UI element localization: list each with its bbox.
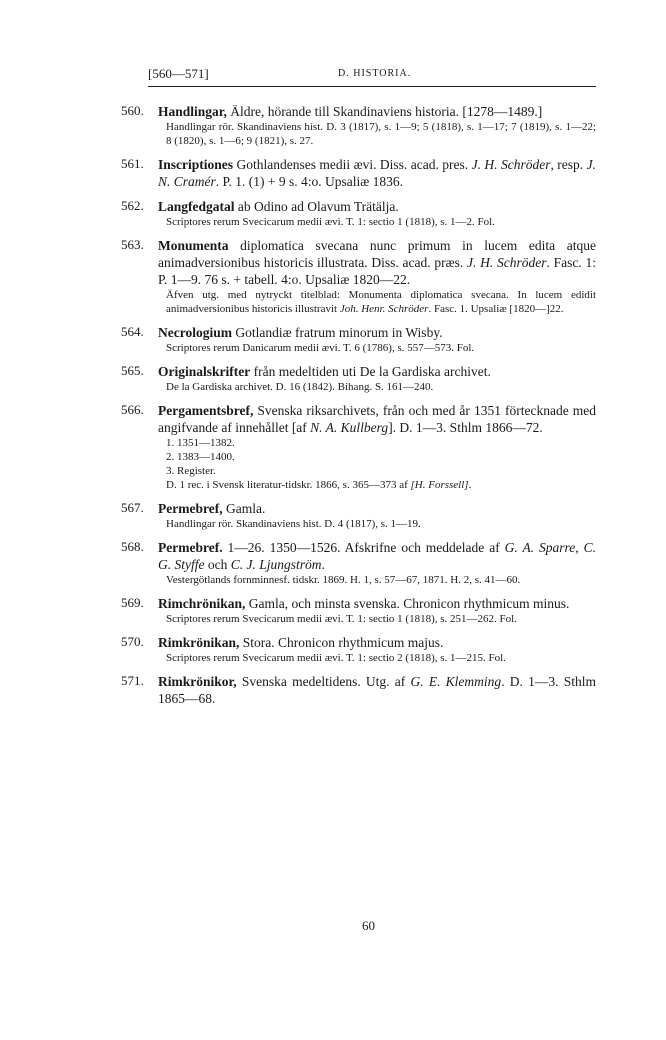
headword: Monumenta — [158, 238, 229, 253]
entry-title: Originalskrifter från medeltiden uti De la Gardiska archivet. — [158, 364, 491, 379]
entry-title: Permebref, Gamla. — [158, 501, 266, 516]
entry-569 — [121, 595, 596, 626]
entry-note: D. 1 rec. i Svensk literatur-tidskr. 1866, s. 365—373 af [H. Forssell]. — [166, 479, 472, 491]
running-header — [148, 64, 596, 84]
headword: Rimchrönikan, — [158, 596, 246, 611]
entry-number: 566. — [121, 402, 144, 417]
entry-564 — [121, 324, 596, 355]
headword: Originalskrifter — [158, 364, 251, 379]
headword: Permebref. — [158, 540, 223, 555]
person-name: J. H. Schröder — [471, 157, 551, 172]
entry-number: 563. — [121, 237, 144, 252]
person-name: [H. Forssell] — [410, 479, 469, 491]
page-number: 60 — [362, 918, 375, 933]
entry-note: Scriptores rerum Svecicarum medii ævi. T. 1: sectio 1 (1818), s. 251—262. Fol. — [166, 613, 517, 625]
entry-number: 570. — [121, 634, 144, 649]
person-name: Joh. Henr. Schröder — [339, 303, 429, 315]
entry-number: 561. — [121, 156, 144, 171]
entry-title: Monumenta diplomatica svecana nunc primum in lucem edita atque animadversionibus historicis illustrata. Diss. acad. præs. J. H. Schröder. Fasc. 1: P. 1—9. 76 s. + tabell. 4:o. Upsaliæ 1820—22. — [158, 238, 597, 287]
entry-title: Rimkrönikor, Svenska medeltidens. Utg. af G. E. Klemming. D. 1—3. Sthlm 1865—68. — [158, 674, 596, 706]
headword: Inscriptiones — [158, 157, 234, 172]
person-name: C. J. Ljungström — [230, 557, 322, 572]
headword: Rimkrönikan, — [158, 635, 240, 650]
entry-note: Scriptores rerum Svecicarum medii ævi. T. 1: sectio 2 (1818), s. 1—215. Fol. — [166, 652, 506, 664]
volume-line: 3. Register. — [166, 465, 216, 477]
entry-note: Handlingar rör. Skandinaviens hist. D. 4 (1817), s. 1—19. — [166, 518, 421, 530]
entry-title: Handlingar, Äldre, hörande till Skandinaviens historia. [1278—1489.] — [158, 104, 543, 119]
entry-number: 565. — [121, 363, 144, 378]
headword: Pergamentsbref, — [158, 403, 254, 418]
volume-line: 1. 1351—1382. — [166, 437, 235, 449]
headword: Necrologium — [158, 325, 232, 340]
entry-563 — [121, 237, 597, 316]
person-name: J. N. Cramér — [158, 157, 596, 189]
entry-number: 571. — [121, 673, 144, 688]
entry-title: Rimkrönikan, Stora. Chronicon rhythmicum majus. — [158, 635, 444, 650]
headword: Langfedgatal — [158, 199, 235, 214]
header-rule — [148, 86, 596, 87]
entry-number: 568. — [121, 539, 144, 554]
entry-title: Langfedgatal ab Odino ad Olavum Trätälja. — [158, 199, 399, 214]
entry-560 — [121, 103, 596, 148]
entry-note: Handlingar rör. Skandinaviens hist. D. 3 (1817), s. 1—9; 5 (1818), s. 1—17; 7 (1819), s. 1—22; 8 (1820), s. 1—6; 9 (1821), s. 27. — [166, 121, 596, 147]
person-name: G. E. Klemming — [410, 674, 502, 689]
entry-571 — [121, 673, 596, 707]
headword: Permebref, — [158, 501, 223, 516]
entry-568 — [121, 539, 596, 587]
entry-number: 560. — [121, 103, 144, 118]
volume-line: 2. 1383—1400. — [166, 451, 235, 463]
entry-range: [560—571] — [148, 66, 209, 81]
entry-title: Permebref. 1—26. 1350—1526. Afskrifne och meddelade af G. A. Sparre, C. G. Styffe och C. J. Ljungström. — [158, 540, 596, 572]
entry-note: Scriptores rerum Danicarum medii ævi. T. 6 (1786), s. 557—573. Fol. — [166, 342, 475, 354]
entry-note: De la Gardiska archivet. D. 16 (1842). Bihang. S. 161—240. — [166, 381, 434, 393]
entry-note: Vestergötlands fornminnesf. tidskr. 1869. H. 1, s. 57—67, 1871. H. 2, s. 41—60. — [166, 574, 521, 586]
entry-title: Pergamentsbref, Svenska riksarchivets, från och med år 1351 förtecknade med angifvande af innehållet [af N. A. Kullberg]. D. 1—3. Sthlm 1866—72. — [158, 403, 596, 435]
entry-title: Rimchrönikan, Gamla, och minsta svenska. Chronicon rhythmicum minus. — [158, 596, 570, 611]
person-name: N. A. Kullberg — [310, 420, 389, 435]
headword: Handlingar, — [158, 104, 227, 119]
entry-566 — [121, 402, 596, 492]
entry-title: Inscriptiones Gothlandenses medii ævi. Diss. acad. pres. J. H. Schröder, resp. J. N. Cramér. P. 1. (1) + 9 s. 4:o. Upsaliæ 1836. — [158, 157, 596, 189]
entry-number: 562. — [121, 198, 144, 213]
entry-562 — [121, 198, 596, 229]
catalog-page — [121, 64, 597, 715]
entry-number: 564. — [121, 324, 144, 339]
headword: Rimkrönikor, — [158, 674, 237, 689]
entry-title: Necrologium Gotlandiæ fratrum minorum in Wisby. — [158, 325, 443, 340]
entry-565 — [121, 363, 596, 394]
entry-570 — [121, 634, 596, 665]
person-name: J. H. Schröder — [467, 255, 547, 270]
entry-567 — [121, 500, 596, 531]
entry-note: Äfven utg. med nytryckt titelblad: Monumenta diplomatica svecana. In lucem edidit animadversionibus historicis illustravit Joh. Henr. Schröder. Fasc. 1. Upsaliæ [1820—]22. — [166, 289, 596, 315]
entry-note: Scriptores rerum Svecicarum medii ævi. T. 1: sectio 1 (1818), s. 1—2. Fol. — [166, 216, 495, 228]
entry-561 — [121, 156, 596, 190]
section-title: D. HISTORIA. — [338, 68, 412, 79]
entry-number: 569. — [121, 595, 144, 610]
entry-number: 567. — [121, 500, 144, 515]
person-name: G. A. Sparre, C. G. Styffe — [158, 540, 596, 572]
